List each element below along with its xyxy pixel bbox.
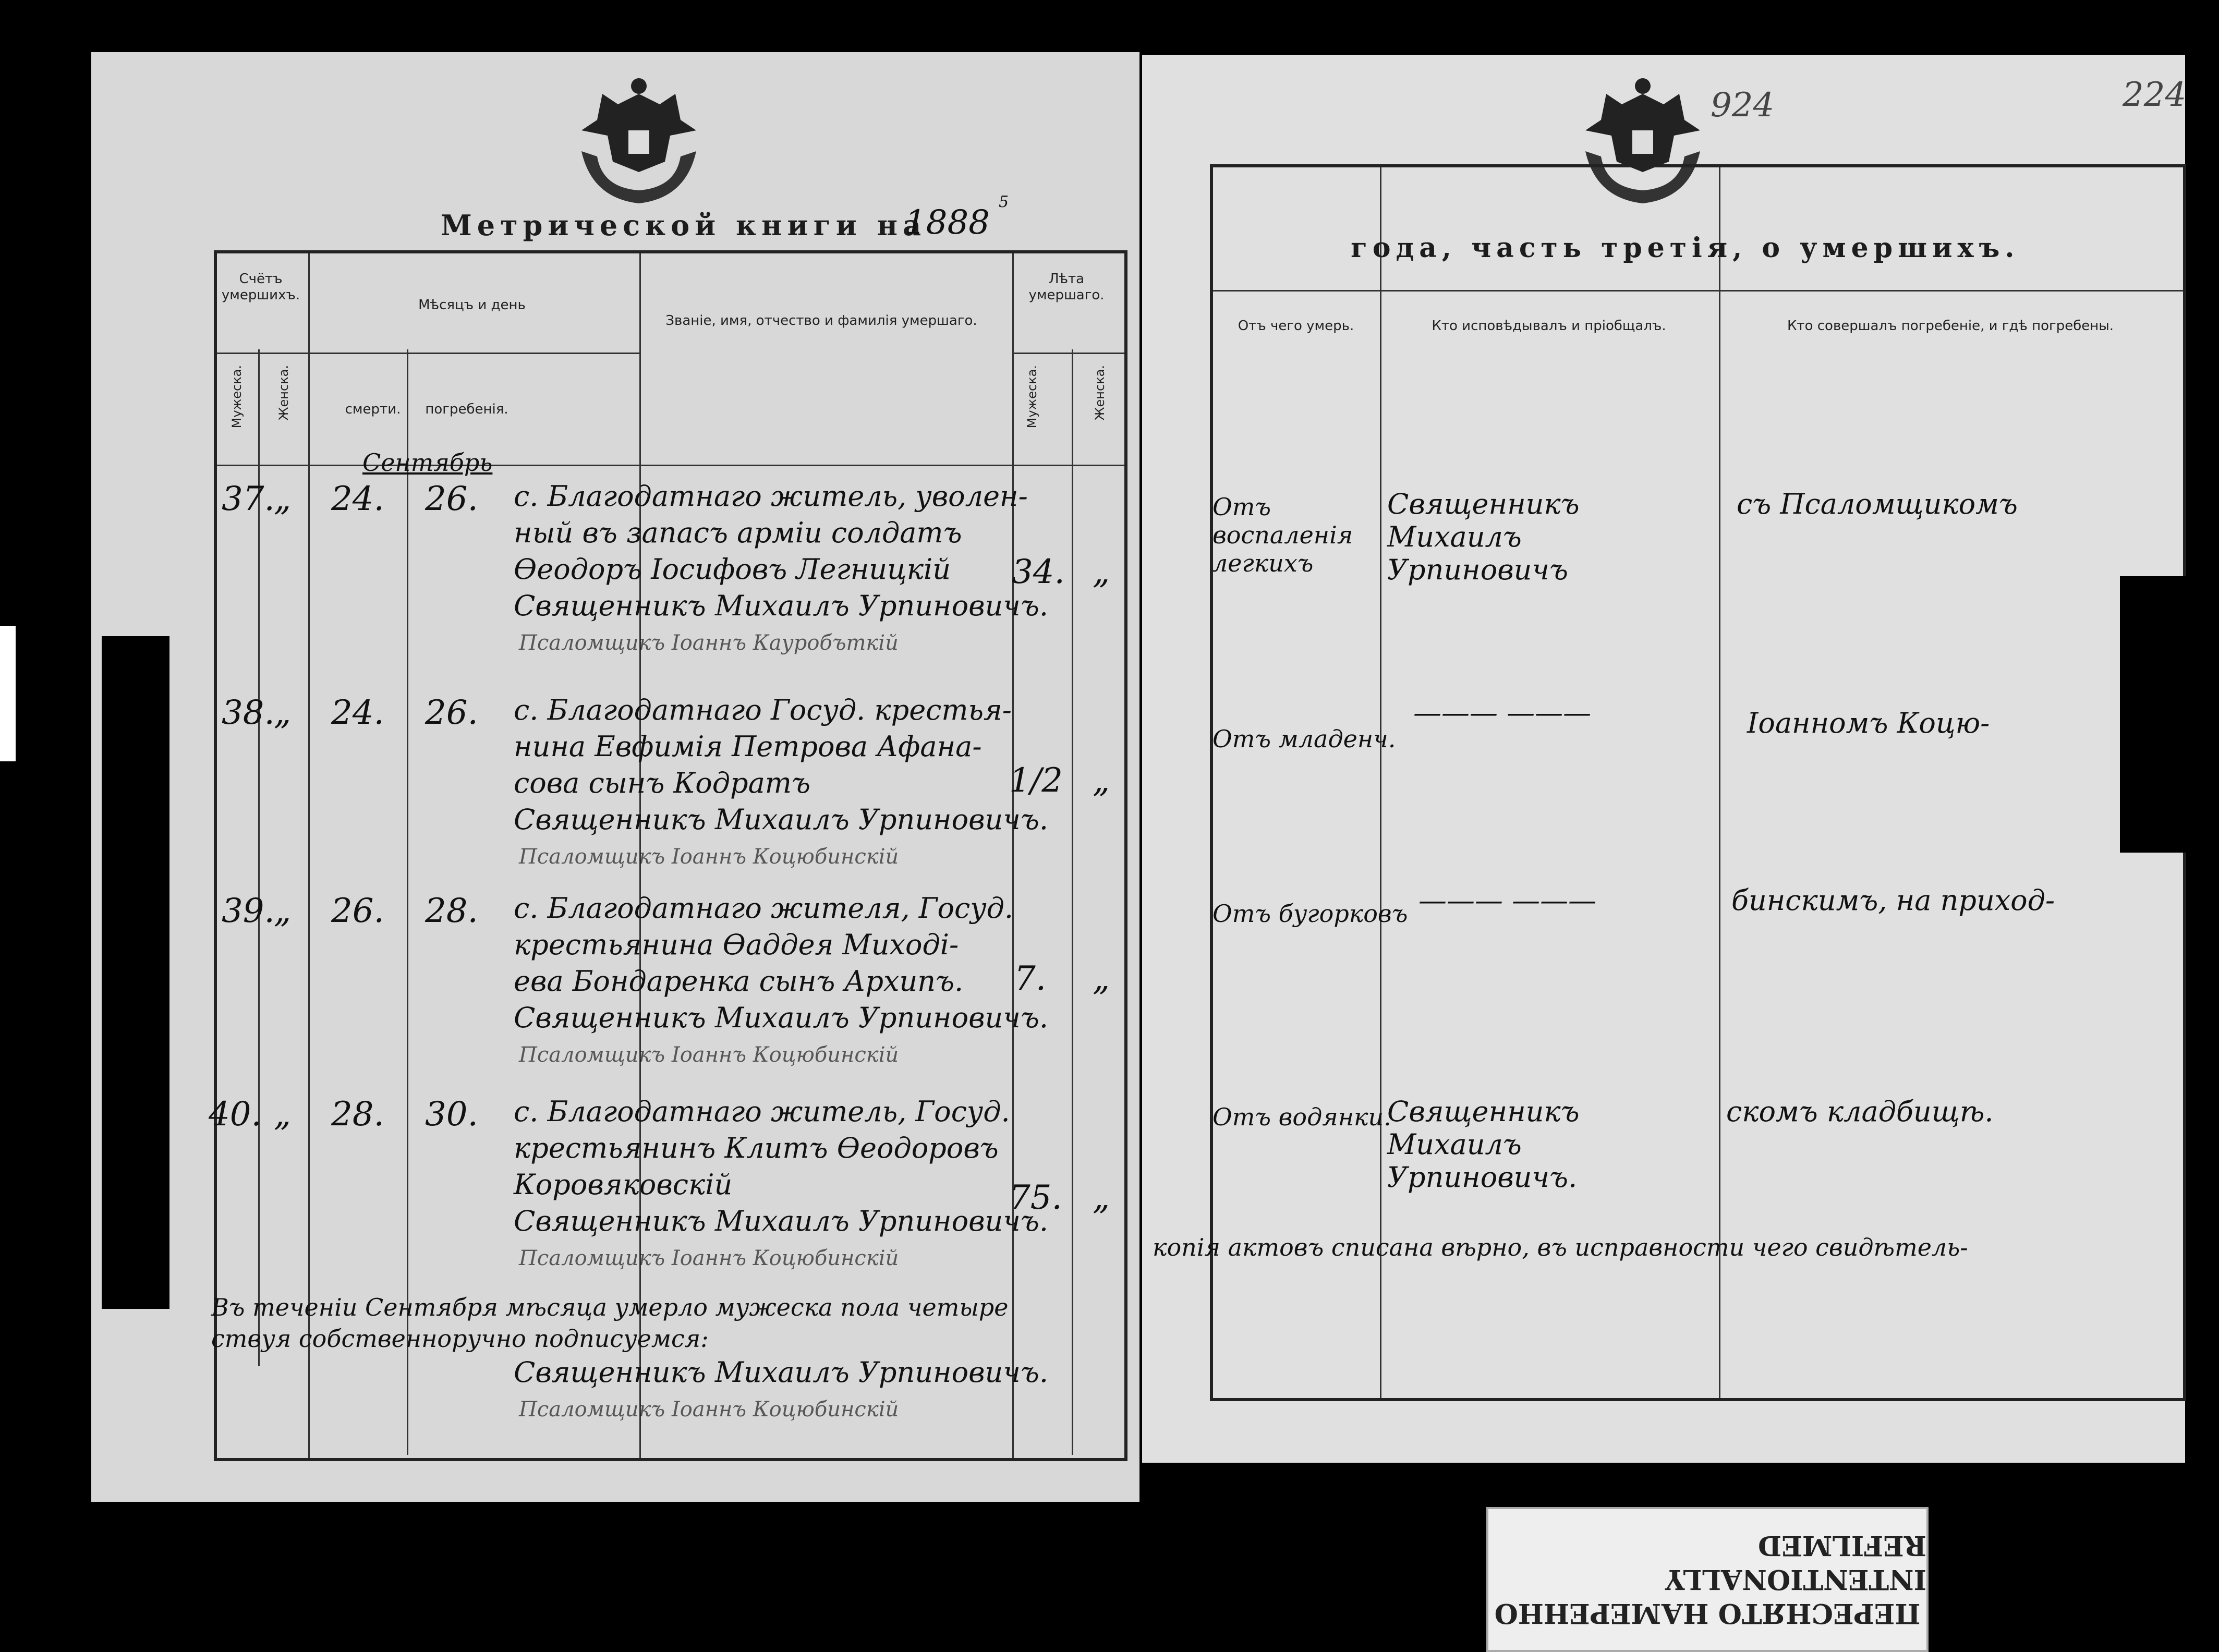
header-month-day: Мѣсяцъ и день bbox=[418, 297, 526, 313]
female-mark: „ bbox=[274, 480, 292, 518]
burial-day: 26. bbox=[425, 480, 478, 518]
title-superscript: 5 bbox=[999, 193, 1009, 211]
cause-cell: Отъ младенч. bbox=[1212, 725, 1396, 753]
summary-signature: Священникъ Михаилъ Урпиновичъ. bbox=[514, 1356, 1049, 1389]
row-number: 39. bbox=[222, 892, 275, 930]
summary-line: копія актовъ списана вѣрно, въ исправности чего свидѣтель- bbox=[1153, 1233, 1968, 1261]
film-edge-marker bbox=[0, 626, 16, 761]
signature-line: Священникъ Михаилъ Урпиновичъ. bbox=[514, 1001, 1049, 1034]
refilm-label bbox=[1486, 1507, 1929, 1652]
burial-cell: скомъ кладбищѣ. bbox=[1726, 1095, 1994, 1128]
entry-line: сова сынъ Кодратъ bbox=[514, 767, 810, 799]
female-mark: „ bbox=[274, 892, 292, 930]
title-year: 1888 bbox=[905, 203, 990, 242]
age-male: 1/2 bbox=[1009, 761, 1063, 800]
film-side-tab bbox=[2120, 576, 2219, 853]
burial-cell: бинскимъ, на приход- bbox=[1731, 884, 2055, 917]
header-age: Лѣта умершаго. bbox=[1028, 271, 1105, 303]
row-number: 40. bbox=[209, 1095, 262, 1134]
entry-line: Коровяковскій bbox=[514, 1168, 733, 1201]
entry-line: с. Благодатнаго житель, уволен- bbox=[514, 480, 1028, 513]
female-mark: „ bbox=[274, 694, 292, 732]
row-number: 37. bbox=[222, 480, 275, 518]
row-number: 38. bbox=[222, 694, 275, 732]
age-female: „ bbox=[1093, 761, 1110, 800]
psalmist-stamp: Псаломщикъ Іоаннъ Коцюбинскій bbox=[519, 1043, 899, 1067]
header-female: Женска. bbox=[276, 365, 291, 421]
cause-cell: Отъ водянки. bbox=[1212, 1103, 1391, 1131]
burial-day: 30. bbox=[425, 1095, 478, 1134]
summary-line: ствуя собственноручно подписуемся: bbox=[211, 1325, 709, 1353]
death-day: 24. bbox=[331, 694, 384, 732]
header-death: смерти. bbox=[345, 402, 401, 417]
summary-line: Въ теченіи Сентября мѣсяца умерло мужеска пола четыре bbox=[211, 1293, 1009, 1321]
entry-line: Өеодоръ Іосифовъ Легницкій bbox=[514, 553, 951, 586]
age-female: „ bbox=[1093, 1179, 1110, 1217]
entry-line: с. Благодатнаго Госуд. крестья- bbox=[514, 694, 1012, 726]
entry-line: ный въ запасъ арміи солдатъ bbox=[514, 516, 962, 549]
burial-cell: Іоанномъ Коцю- bbox=[1747, 707, 1990, 739]
death-day: 28. bbox=[331, 1095, 384, 1134]
header-age-male: Мужеска. bbox=[1025, 365, 1039, 429]
right-register-table bbox=[1210, 164, 2186, 1401]
header-age-female: Женска. bbox=[1093, 365, 1107, 421]
header-burial: погребенія. bbox=[425, 402, 508, 417]
signature-line: Священникъ Михаилъ Урпиновичъ. bbox=[514, 589, 1049, 622]
entry-line: ева Бондаренка сынъ Архипъ. bbox=[514, 965, 964, 998]
header-confessor: Кто исповѣдывалъ и пріобщалъ. bbox=[1432, 318, 1666, 334]
page-number-stamp: 924 bbox=[1711, 86, 1775, 125]
left-page bbox=[91, 52, 1139, 1502]
header-burial: Кто совершалъ погребеніе, и гдѣ погребены. bbox=[1787, 318, 2114, 334]
refilm-label-ru: ПЕРЕСНЯТО НАМЕРЕННО bbox=[1494, 1597, 1921, 1630]
entry-line: нина Евфимія Петрова Афана- bbox=[514, 730, 982, 763]
age-male: 75. bbox=[1009, 1179, 1062, 1217]
age-female: „ bbox=[1093, 553, 1110, 591]
entry-line: с. Благодатнаго жителя, Госуд. bbox=[514, 892, 1013, 925]
death-day: 26. bbox=[331, 892, 384, 930]
cause-cell: Отъ воспаленія легкихъ bbox=[1212, 493, 1353, 577]
burial-day: 26. bbox=[425, 694, 478, 732]
psalmist-stamp: Псаломщикъ Іоаннъ Коцюбинскій bbox=[519, 845, 899, 869]
header-male: Мужеска. bbox=[229, 365, 244, 429]
age-female: „ bbox=[1093, 959, 1110, 998]
confessor-cell: Священникъ Михаилъ Урпиновичъ bbox=[1387, 488, 1580, 586]
age-male: 7. bbox=[1014, 959, 1047, 998]
entry-line: с. Благодатнаго житель, Госуд. bbox=[514, 1095, 1010, 1128]
confessor-cell: ——— ——— bbox=[1418, 884, 1597, 917]
psalmist-stamp: Псаломщикъ Іоаннъ Кауробъткій bbox=[519, 631, 899, 655]
imperial-eagle-crest-icon bbox=[561, 73, 717, 209]
signature-line: Священникъ Михаилъ Урпиновичъ. bbox=[514, 803, 1049, 836]
entry-line: крестьянинъ Клитъ Өеодоровъ bbox=[514, 1132, 999, 1164]
month-label: Сентябрь bbox=[362, 448, 493, 477]
cause-cell: Отъ бугорковъ bbox=[1212, 900, 1408, 928]
page-title: года, часть третія, о умершихъ. bbox=[1351, 232, 2020, 264]
header-cause: Отъ чего умерь. bbox=[1238, 318, 1354, 334]
entry-line: крестьянина Өаддея Миході- bbox=[514, 928, 959, 961]
summary-stamp: Псаломщикъ Іоаннъ Коцюбинскій bbox=[519, 1398, 899, 1422]
burial-day: 28. bbox=[425, 892, 478, 930]
page-number-corner: 224 bbox=[2123, 76, 2187, 114]
confessor-cell: Священникъ Михаилъ Урпиновичъ. bbox=[1387, 1095, 1580, 1194]
female-mark: „ bbox=[274, 1095, 292, 1134]
psalmist-stamp: Псаломщикъ Іоаннъ Коцюбинскій bbox=[519, 1246, 899, 1270]
death-day: 24. bbox=[331, 480, 384, 518]
age-male: 34. bbox=[1012, 553, 1065, 591]
header-count: Счётъ умершихъ. bbox=[221, 271, 300, 303]
film-side-tab bbox=[102, 636, 169, 1309]
page-title: Метрической книги на bbox=[441, 209, 927, 242]
signature-line: Священникъ Михаилъ Урпиновичъ. bbox=[514, 1205, 1049, 1237]
refilm-label-en: INTENTIONALLY REFILMED bbox=[1665, 1529, 1926, 1596]
header-name: Званіе, имя, отчество и фамилія умершаго. bbox=[665, 313, 977, 329]
burial-cell: съ Псаломщикомъ bbox=[1737, 488, 2018, 520]
confessor-cell: ——— ——— bbox=[1413, 696, 1592, 729]
right-page bbox=[1142, 55, 2185, 1463]
